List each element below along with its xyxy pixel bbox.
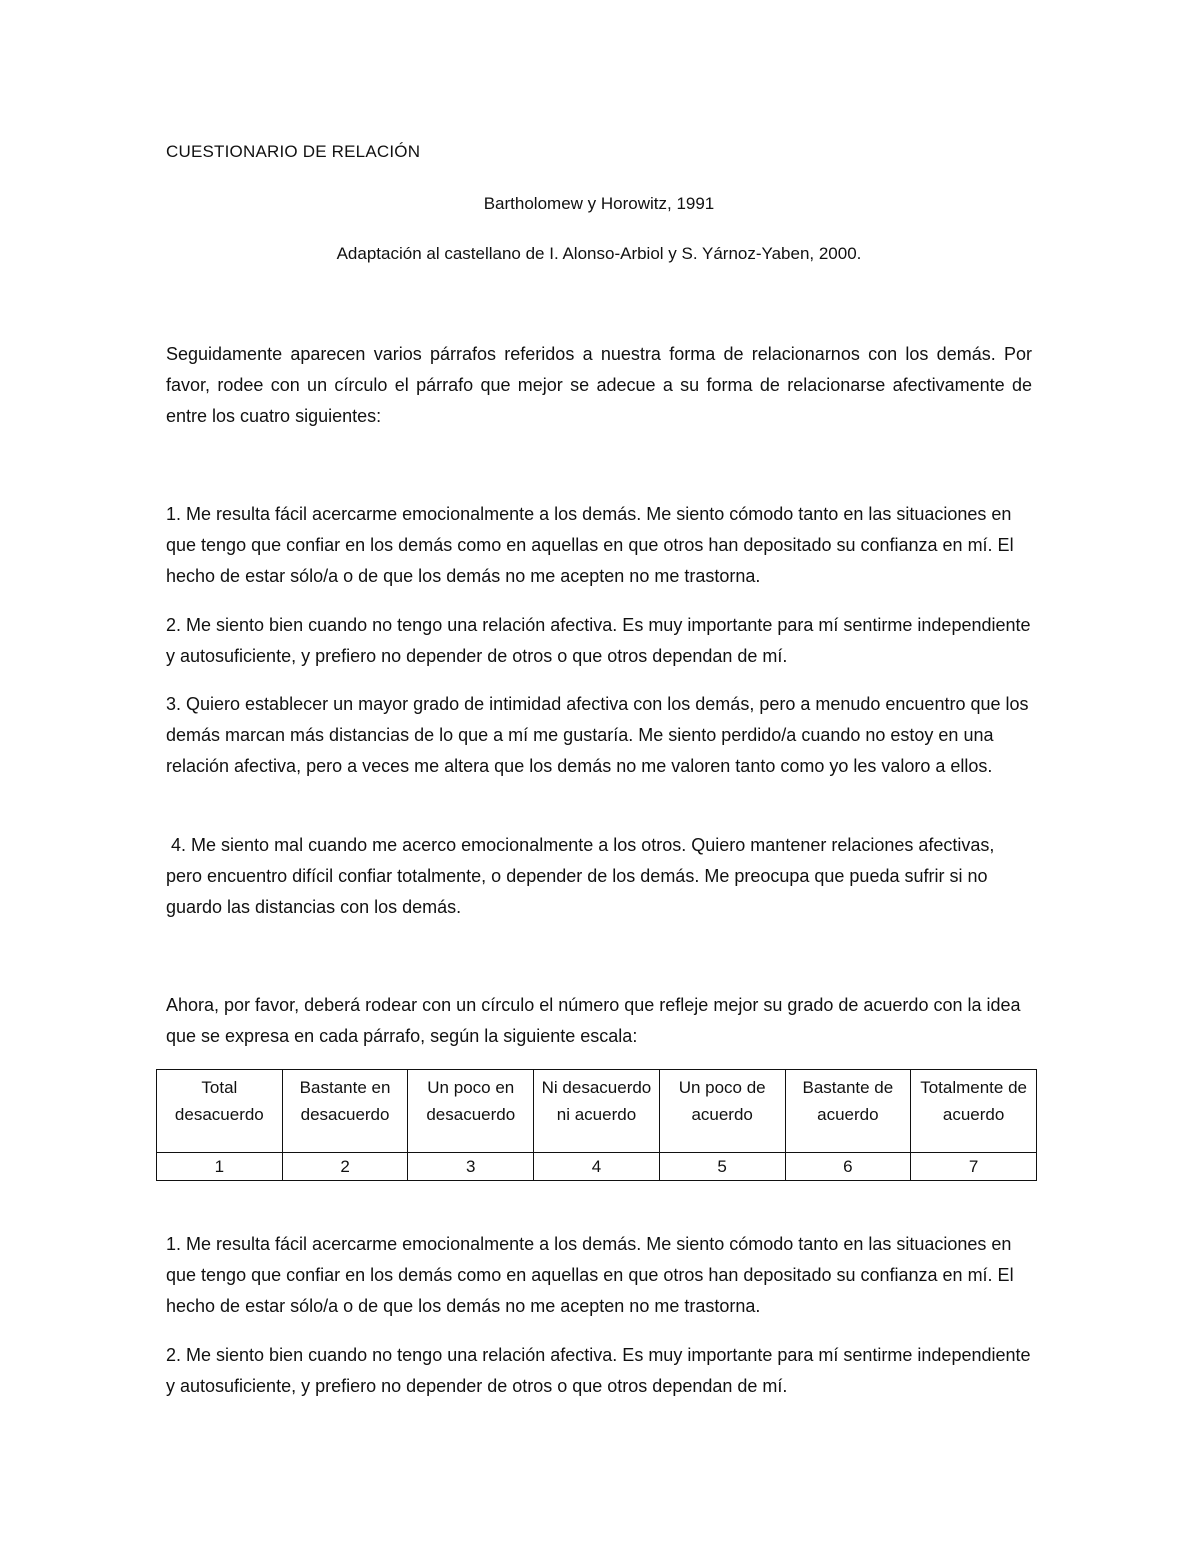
scale-label-5: Un poco de acuerdo (659, 1070, 785, 1153)
scale-label-2: Bastante en desacuerdo (282, 1070, 408, 1153)
statement-3: 3. Quiero establecer un mayor grado de intimidad afectiva con los demás, pero a menudo encuentro que los demás marcan más distancias de lo que a mí me gustaría. Me siento perdido/a cuando no estoy en una relación afectiva, pero a veces me altera que los demás no me valoren tanto como yo les valoro a ellos. (166, 694, 1029, 776)
scale-label-4: Ni desacuerdo ni acuerdo (534, 1070, 660, 1153)
scale-numbers-row (157, 1153, 1037, 1181)
agreement-scale-table (156, 1069, 1037, 1181)
author-line: Bartholomew y Horowitz, 1991 (483, 194, 715, 213)
intro-paragraph: Seguidamente aparecen varios párrafos referidos a nuestra forma de relacionarnos con los demás. Por favor, rodee con un círculo el párrafo que mejor se adecue a su forma de relacionarse afectivamente de entre los cuatro siguientes: (166, 344, 1032, 426)
scale-number-5: 5 (659, 1153, 785, 1181)
scale-labels-row (157, 1070, 1037, 1153)
scale-number-1: 1 (157, 1153, 283, 1181)
scale-label-1: Total desacuerdo (157, 1070, 283, 1153)
scale-number-3: 3 (408, 1153, 534, 1181)
adaptation-line: Adaptación al castellano de I. Alonso-Arbiol y S. Yárnoz-Yaben, 2000. (336, 244, 862, 263)
scale-label-3: Un poco en desacuerdo (408, 1070, 534, 1153)
scale-number-2: 2 (282, 1153, 408, 1181)
document-title: CUESTIONARIO DE RELACIÓN (166, 142, 421, 161)
scale-number-6: 6 (785, 1153, 911, 1181)
scale-number-7: 7 (911, 1153, 1037, 1181)
repeated-statement-2: 2. Me siento bien cuando no tengo una relación afectiva. Es muy importante para mí sentirme independiente y autosuficiente, y prefiero no depender de otros o que otros dependan de mí. (166, 1345, 1031, 1396)
statement-1: 1. Me resulta fácil acercarme emocionalmente a los demás. Me siento cómodo tanto en las situaciones en que tengo que confiar en los demás como en aquellas en que otros han depositado su confianza en mí. El hecho de estar sólo/a o de que los demás no me acepten no me trastorna. (166, 504, 1014, 586)
repeated-statement-1: 1. Me resulta fácil acercarme emocionalmente a los demás. Me siento cómodo tanto en las situaciones en que tengo que confiar en los demás como en aquellas en que otros han depositado su confianza en mí. El hecho de estar sólo/a o de que los demás no me acepten no me trastorna. (166, 1234, 1014, 1316)
scale-number-4: 4 (534, 1153, 660, 1181)
statement-2: 2. Me siento bien cuando no tengo una relación afectiva. Es muy importante para mí sentirme independiente y autosuficiente, y prefiero no depender de otros o que otros dependan de mí. (166, 615, 1031, 666)
statement-4: 4. Me siento mal cuando me acerco emocionalmente a los otros. Quiero mantener relaciones afectivas, pero encuentro difícil confiar totalmente, o depender de los demás. Me preocupa que pueda sufrir si no guardo las distancias con los demás. (166, 835, 1000, 917)
scale-label-6: Bastante de acuerdo (785, 1070, 911, 1153)
scale-instructions: Ahora, por favor, deberá rodear con un círculo el número que refleje mejor su grado de acuerdo con la idea que se expresa en cada párrafo, según la siguiente escala: (166, 995, 1021, 1046)
scale-label-7: Totalmente de acuerdo (911, 1070, 1037, 1153)
